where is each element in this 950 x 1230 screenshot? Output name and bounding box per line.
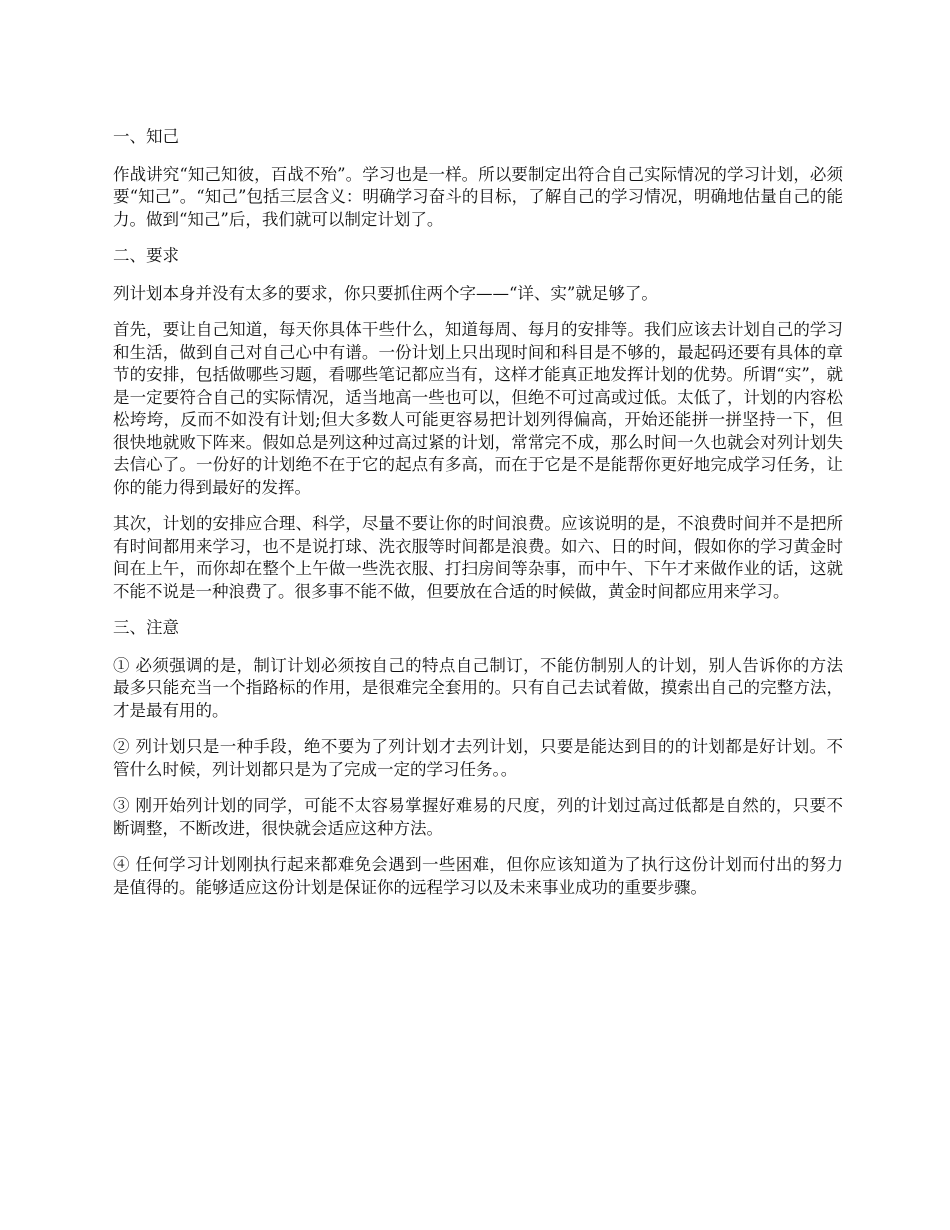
section-heading: 三、注意 [113, 618, 179, 637]
numbered-paragraph: ① 必须强调的是，制订计划必须按自己的特点自己制订，不能仿制别人的计划，别人告诉你的方法最多只能充当一个指路标的作用，是很难完全套用的。只有自己去试着做，摸索出自己的完整方法，才是最有用的。 [113, 655, 843, 720]
section-notes [113, 617, 843, 899]
section-know-yourself [113, 126, 843, 231]
paragraph: 其次，计划的安排应合理、科学，尽量不要让你的时间浪费。应该说明的是，不浪费时间并不是把所有时间都用来学习，也不是说打球、洗衣服等时间都是浪费。如六、日的时间，假如你的学习黄金时间在上午，而你却在整个上午做一些洗衣服、打扫房间等杂事，而中午、下午才来做作业的话，这就不能不说是一种浪费了。很多事不能不做，但要放在合适的时候做，黄金时间都应用来学习。 [113, 514, 843, 601]
section-requirements [113, 245, 843, 603]
paragraph: 作战讲究“知己知彼，百战不殆”。学习也是一样。所以要制定出符合自己实际情况的学习计划，必须要“知己”。“知己”包括三层含义：明确学习奋斗的目标，了解自己的学习情况，明确地估量自己的能力。做到“知己”后，我们就可以制定计划了。 [113, 164, 843, 229]
section-heading: 一、知己 [113, 127, 179, 146]
paragraph: 列计划本身并没有太多的要求，你只要抓住两个字——“详、实”就足够了。 [113, 283, 658, 303]
numbered-paragraph: ③ 刚开始列计划的同学，可能不太容易掌握好难易的尺度，列的计划过高过低都是自然的，只要不断调整，不断改进，很快就会适应这种方法。 [113, 796, 843, 838]
document-page [113, 126, 843, 913]
section-heading: 二、要求 [113, 246, 179, 265]
numbered-paragraph: ② 列计划只是一种手段，绝不要为了列计划才去列计划，只要是能达到目的的计划都是好计划。不管什么时候，列计划都只是为了完成一定的学习任务。。 [113, 737, 843, 779]
numbered-paragraph: ④ 任何学习计划刚执行起来都难免会遇到一些困难，但你应该知道为了执行这份计划而付出的努力是值得的。能够适应这份计划是保证你的远程学习以及未来事业成功的重要步骤。 [113, 855, 843, 897]
paragraph: 首先，要让自己知道，每天你具体干些什么，知道每周、每月的安排等。我们应该去计划自己的学习和生活，做到自己对自己心中有谱。一份计划上只出现时间和科目是不够的，最起码还要有具体的章节的安排，包括做哪些习题，看哪些笔记都应当有，这样才能真正地发挥计划的优势。所谓“实”，就是一定要符合自己的实际情况，适当地高一些也可以，但绝不可过高或过低。太低了，计划的内容松松垮垮，反而不如没有计划;但大多数人可能更容易把计划列得偏高，开始还能拼一拼坚持一下，但很快地就败下阵来。假如总是列这种过高过紧的计划，常常完不成，那么时间一久也就会对列计划失去信心了。一份好的计划绝不在于它的起点有多高，而在于它是不是能帮你更好地完成学习任务，让你的能力得到最好的发挥。 [113, 320, 843, 497]
